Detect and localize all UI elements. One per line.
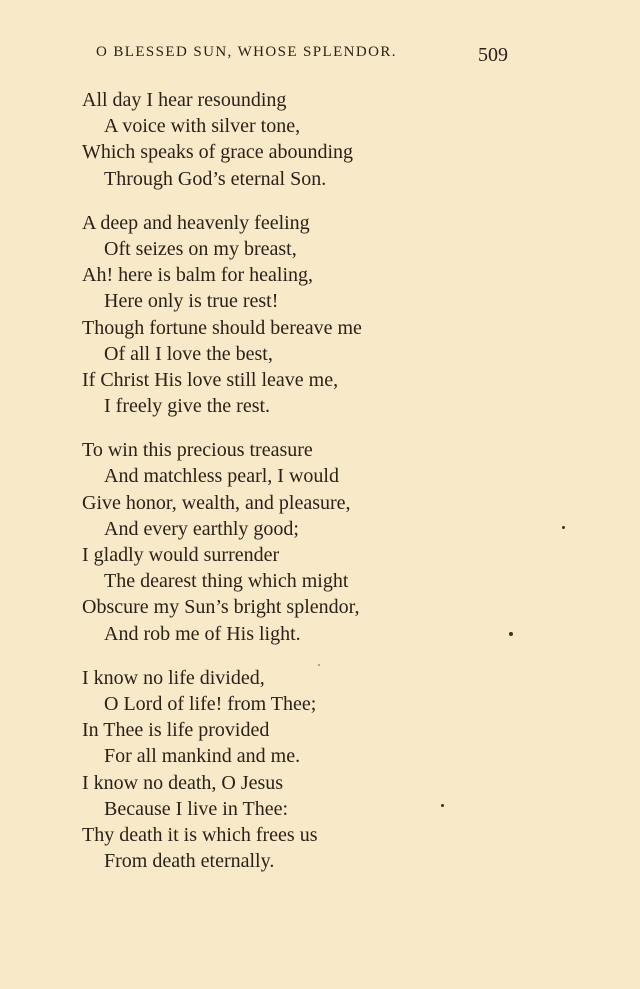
poem-line: O Lord of life! from Thee; [104, 692, 317, 715]
poem-line: Here only is true rest! [104, 290, 279, 313]
paper-speck [509, 632, 513, 636]
poem-line: And every earthly good; [104, 517, 299, 540]
stanza-2 [82, 210, 602, 420]
poem-line: If Christ His love still leave me, [82, 368, 339, 391]
poem-line: For all mankind and me. [104, 745, 301, 768]
poem-line: I freely give the rest. [104, 395, 271, 418]
page-number: 509 [478, 44, 508, 66]
poem-line: To win this precious treasure [82, 439, 313, 462]
stanza-4 [82, 665, 602, 875]
paper-speck [562, 526, 565, 529]
stanza-1 [82, 87, 602, 192]
poem-line: A deep and heavenly feeling [82, 211, 310, 234]
paper-speck [441, 804, 444, 807]
poem-line: Which speaks of grace abounding [82, 141, 354, 164]
stanza-3 [82, 437, 602, 647]
poem-line: I know no life divided, [82, 666, 265, 689]
poem-line: Because I live in Thee: [104, 797, 289, 820]
poem-line: The dearest thing which might [104, 570, 349, 593]
running-header: O BLESSED SUN, WHOSE SPLENDOR. [96, 44, 397, 60]
poem-line: And matchless pearl, I would [104, 465, 339, 488]
poem-line: And rob me of His light. [104, 622, 301, 645]
poem-line: Through God’s eternal Son. [104, 167, 327, 190]
poem-line: Though fortune should bereave me [82, 316, 362, 339]
poem-line: Ah! here is balm for healing, [82, 264, 314, 287]
poem-line: A voice with silver tone, [104, 115, 301, 138]
paper-speck [318, 664, 320, 666]
poem-line: Give honor, wealth, and pleasure, [82, 491, 351, 514]
poem-line: All day I hear resounding [82, 89, 287, 111]
poem-line: I gladly would surrender [82, 544, 280, 566]
poem-line: Obscure my Sun’s bright splendor, [82, 596, 360, 619]
poem-line: I know no death, O Jesus [82, 771, 284, 794]
poem-line: Of all I love the best, [104, 342, 273, 365]
poem [82, 87, 602, 874]
poem-line: Oft seizes on my breast, [104, 237, 297, 260]
poem-line: In Thee is life provided [82, 719, 270, 742]
poem-line: Thy death it is which frees us [82, 823, 318, 846]
poem-line: From death eternally. [104, 850, 275, 873]
